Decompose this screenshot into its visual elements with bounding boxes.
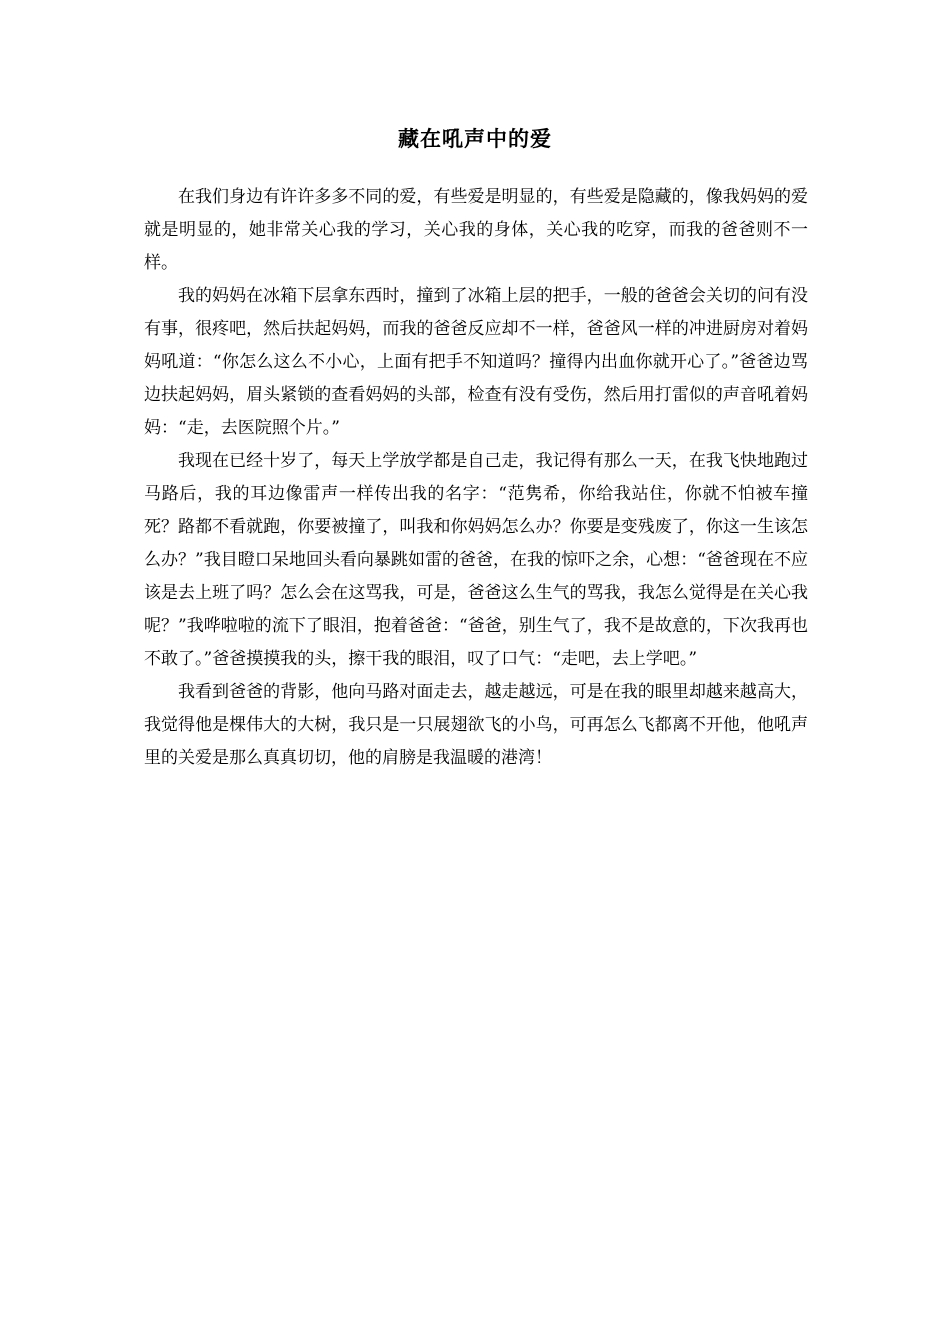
paragraph-1: 在我们身边有许许多多不同的爱，有些爱是明显的，有些爱是隐藏的，像我妈妈的爱就是明显的，她非常关心我的学习，关心我的身体，关心我的吃穿，而我的爸爸则不一样。	[144, 187, 808, 273]
document-body	[144, 181, 808, 775]
paragraph-4: 我看到爸爸的背影，他向马路对面走去，越走越远，可是在我的眼里却越来越高大，我觉得他是棵伟大的大树，我只是一只展翅欲飞的小鸟，可再怎么飞都离不开他，他吼声里的关爱是那么真真切切，他的肩膀是我温暖的港湾！	[144, 682, 808, 768]
document-title: 藏在吼声中的爱	[398, 126, 552, 151]
paragraph-3: 我现在已经十岁了，每天上学放学都是自己走，我记得有那么一天，在我飞快地跑过马路后，我的耳边像雷声一样传出我的名字：“范隽希，你给我站住，你就不怕被车撞死？路都不看就跑，你要被撞了，叫我和你妈妈怎么办？你要是变残废了，你这一生该怎么办？”我目瞪口呆地回头看向暴跳如雷的爸爸，在我的惊吓之余，心想：“爸爸现在不应该是去上班了吗？怎么会在这骂我，可是，爸爸这么生气的骂我，我怎么觉得是在关心我呢？”我哗啦啦的流下了眼泪，抱着爸爸：“爸爸，别生气了，我不是故意的，下次我再也不敢了。”爸爸摸摸我的头，擦干我的眼泪，叹了口气：“走吧，去上学吧。”	[144, 451, 808, 669]
paragraph-2: 我的妈妈在冰箱下层拿东西时，撞到了冰箱上层的把手，一般的爸爸会关切的问有没有事，很疼吧，然后扶起妈妈，而我的爸爸反应却不一样，爸爸风一样的冲进厨房对着妈妈吼道：“你怎么这么不小心，上面有把手不知道吗？撞得内出血你就开心了。”爸爸边骂边扶起妈妈，眉头紧锁的查看妈妈的头部，检查有没有受伤，然后用打雷似的声音吼着妈妈：“走，去医院照个片。”	[144, 286, 808, 438]
